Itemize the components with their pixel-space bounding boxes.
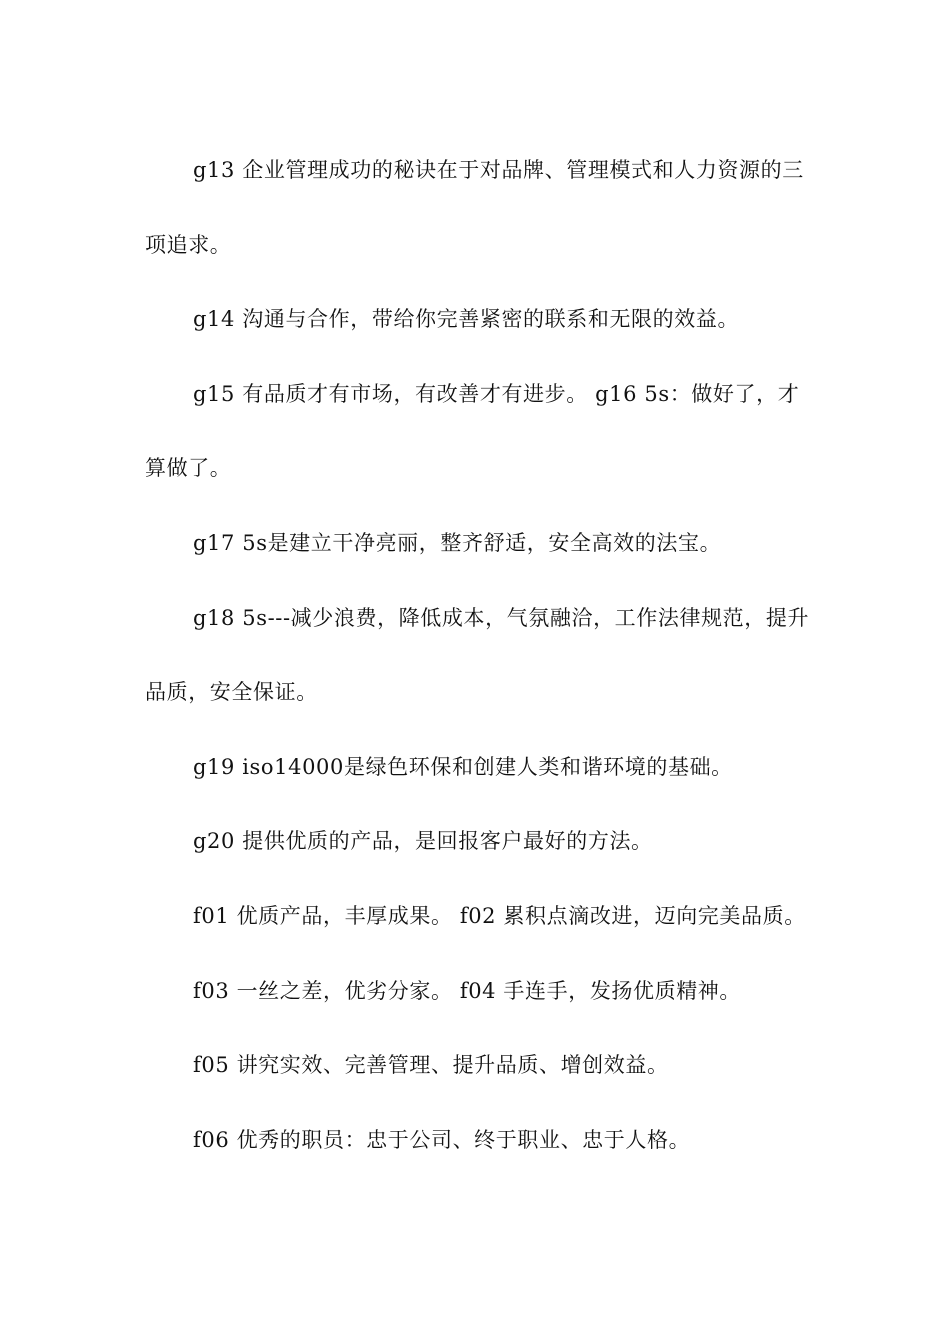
paragraph-f06: f06 优秀的职员：忠于公司、终于职业、忠于人格。 (193, 1127, 691, 1152)
paragraph-f01-f02: f01 优质产品，丰厚成果。 f02 累积点滴改进，迈向完美品质。 (193, 903, 806, 928)
paragraph-g20: g20 提供优质的产品，是回报客户最好的方法。 (193, 829, 653, 854)
paragraph-f03-f04: f03 一丝之差，优劣分家。 f04 手连手，发扬优质精神。 (193, 978, 742, 1003)
paragraph-g15-g16: g15 有品质才有市场，有改善才有进步。 g16 5s：做好了，才算做了。 (145, 381, 800, 481)
document-body (145, 133, 815, 1177)
paragraph-g13: g13 企业管理成功的秘诀在于对品牌、管理模式和人力资源的三项追求。 (145, 158, 804, 257)
paragraph-g18: g18 5s---减少浪费，降低成本，气氛融洽，工作法律规范，提升品质，安全保证。 (145, 605, 810, 705)
paragraph-g14: g14 沟通与合作，带给你完善紧密的联系和无限的效益。 (193, 307, 740, 332)
paragraph-f05: f05 讲究实效、完善管理、提升品质、增创效益。 (193, 1053, 669, 1078)
paragraph-g19: g19 iso14000是绿色环保和创建人类和谐环境的基础。 (193, 754, 733, 779)
paragraph-g17: g17 5s是建立干净亮丽，整齐舒适，安全高效的法宝。 (193, 530, 722, 555)
